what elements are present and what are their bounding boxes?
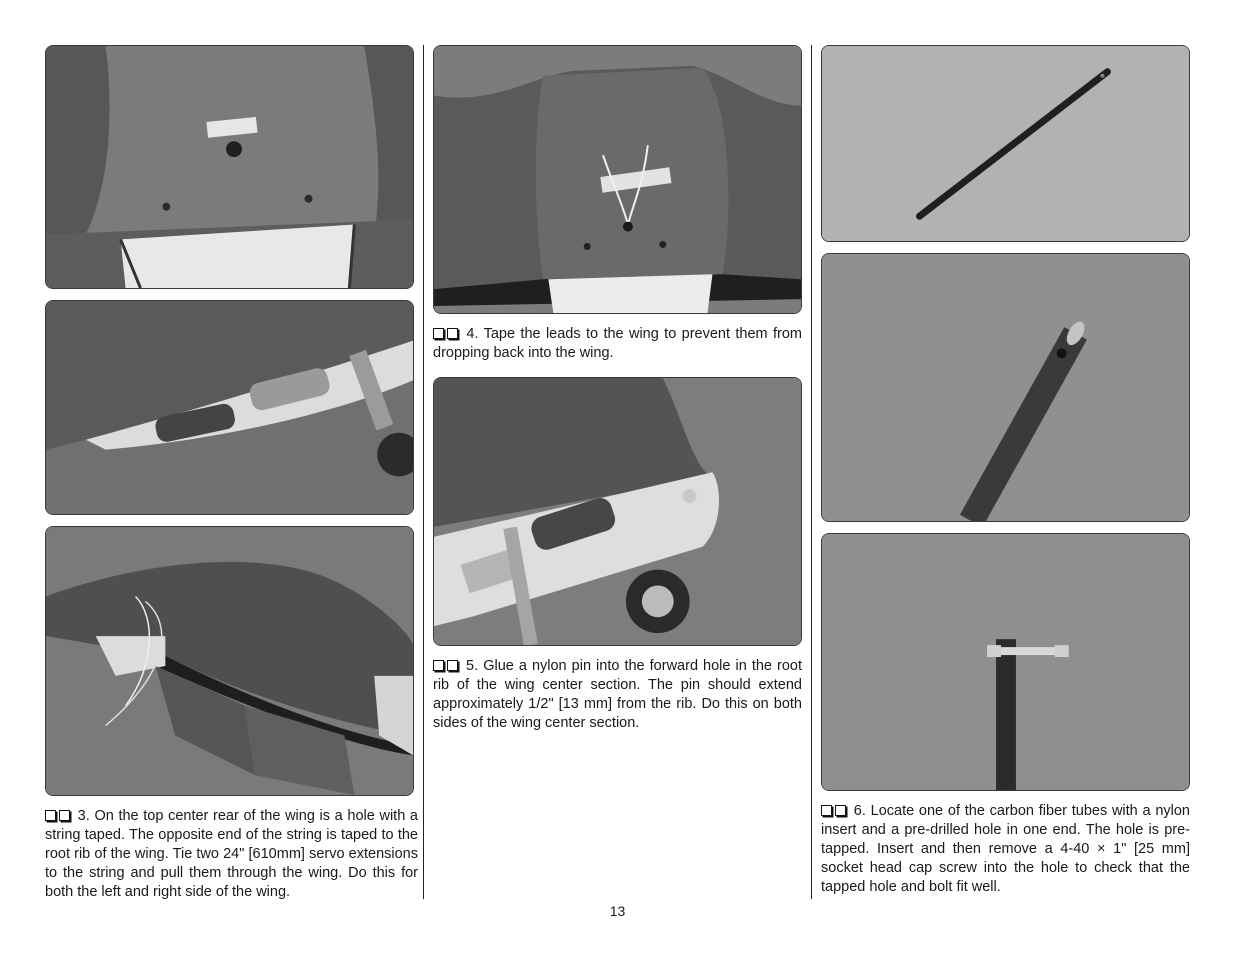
step-text: On the top center rear of the wing is a hole with a string taped. The opposite end of the string is taped to the root rib of the wing. Tie two 24" [610mm] servo extensions to the string and pull them through the wing. Do this for both the left and right side of the wing.: [45, 808, 419, 900]
column-divider: [811, 45, 812, 899]
step-5: [433, 657, 802, 733]
step-number: 6.: [853, 803, 866, 819]
checkbox-icon[interactable]: [45, 810, 56, 821]
nylon-pin-root-rib-photo: [433, 377, 802, 646]
step-3: [45, 807, 418, 902]
carbon-tube-photo: [821, 45, 1190, 242]
column-divider: [423, 45, 424, 899]
page-number: 13: [609, 903, 626, 919]
taped-leads-photo: [433, 45, 802, 314]
step-text: Tape the leads to the wing to prevent them from dropping back into the wing.: [433, 326, 802, 361]
checkbox-icon[interactable]: [835, 805, 846, 816]
checkbox-icon[interactable]: [447, 328, 458, 339]
checkbox-icon[interactable]: [821, 805, 832, 816]
checkbox-icon[interactable]: [447, 660, 458, 671]
step-number: 3.: [77, 808, 90, 824]
checkbox-icon[interactable]: [433, 660, 444, 671]
wing-root-rib-photo: [45, 300, 414, 515]
wing-center-top-photo: [45, 45, 414, 289]
tube-screw-photo: [821, 533, 1190, 791]
checkbox-icon[interactable]: [59, 810, 70, 821]
step-number: 5.: [466, 658, 479, 674]
step-text: Locate one of the carbon fiber tubes with a nylon insert and a pre-drilled hole in one end. The hole is pre-tapped. Insert and then remove a 4-40 × 1" [25 mm] socket head cap screw into the hole to check that the tapped hole and bolt fit well.: [821, 803, 1190, 895]
step-text: Glue a nylon pin into the forward hole in the root rib of the wing center section. The pin should extend approximately 1/2" [13 mm] from the rib. Do this on both sides of the wing center section.: [433, 658, 802, 731]
tube-hole-closeup-photo: [821, 253, 1190, 522]
wing-string-extensions-photo: [45, 526, 414, 796]
step-number: 4.: [466, 326, 479, 342]
checkbox-icon[interactable]: [433, 328, 444, 339]
step-6: [821, 802, 1190, 897]
step-4: [433, 325, 802, 363]
